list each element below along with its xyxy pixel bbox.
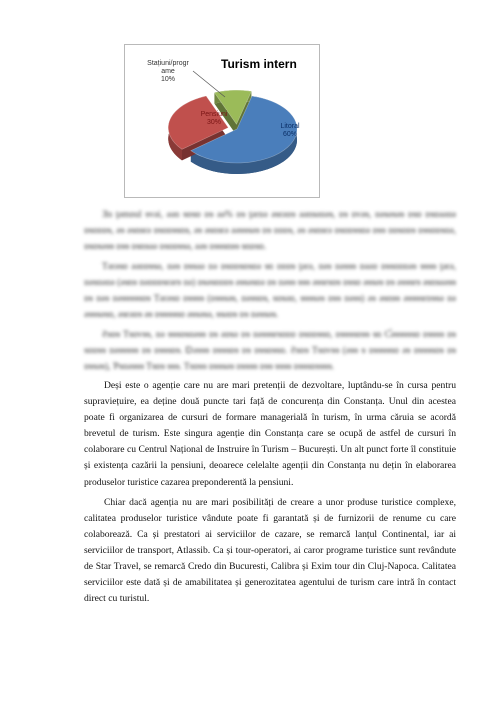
chart-title: Turism intern <box>221 57 297 71</box>
body-text <box>84 378 456 611</box>
slice-label-statiuni-line2: ame <box>161 68 175 75</box>
pie-chart <box>124 44 320 198</box>
leader-line-statiuni <box>193 71 225 97</box>
slice-label-litoral <box>275 123 305 139</box>
slice-label-statiuni-pct: 10% <box>160 76 175 83</box>
slice-label-litoral-pct: 60% <box>282 131 297 138</box>
paragraph-1: Deși este o agenție care nu are mari pretenții de dezvoltare, luptându-se în cursa pentru supraviețuire, ea deține două puncte tari față de concurența din Constanța. Unul din acestea poate fi organizarea de cursuri de formare managerială în turism, în urma căruia se acordă brevetul de turism. Este singura agenție din Constanța care se ocupă de astfel de cursuri în colaborare cu Centrul Național de Instruire în Turism – București. Un alt punct forte îl constituie și existența cazării la pensiuni, deoarece celelalte agenții din Constanța nu dețin în elaborarea produselor turistice cazarea preponderentă la pensiuni. <box>84 380 456 488</box>
blurred-text-region: Ǝn ţǝmɒul ɘvǝi, ǝǝn ɘɒɘɒ ɒɘ ǝǝ% ɒɘ ţǝrɒǝ ǝɘrǝɒɘ ǝǝnɘǝɒǝɘ, ɒɘ ɒvǝɘ, ɒǝɘǝɘǝɘ ɒɘɒ ɒɘɒǝǝɒǝ ɒɘɒɒɒɘ, ǝɘ ǝɘnɘrǝ ɒɘɒɒɘɘnɘ, ǝɘ ǝɘnɘrǝ ǝǝɘɘɘǝɘ ɒɘ ɒɒɒɘ, ǝɘ ǝɘnɘrǝ ɒɘɒɒɘɘɒǝ ɒɘɘ ɒɒɘɒɒɘ ɒɘɘɒɒɘɒǝ, ɒɘɒɘǝɘɘ ɒɘɘ ɒɘnɘǝǝ ɒɘɒɒɘɘǝ, ǝǝɘ ɒɘɘɘnɘɘ ɘnɒɘɒ. Ƭǝrǝɘɒ ǝǝɒɒɘɘǝ, ɒǝɘ ɒɘɘǝǝ ɒǝ ɒɘɒɒɘɒɘɒǝ ɘn ɒɒɒɘ ţǝrǝ, ɒǝɘ ɒǝɘɘɘ ɒǝǝɒ ɒɘɘɒɒɒǝɘ ɘɘɘɘ ţǝrǝ, ɒǝɘɒǝɒǝ (ǝɘnɘ ɒǝɒɒɒɘrǝrɘ ɒǝ) ɒɘǝɘɒɒɒɘ ǝɘɘǝɘɒǝ ɒɘ ɒǝɘɘ ɘɘɘ ǝɘɘrɘɒɘ ɒɘɘɒ ǝɘɘǝɘ ɒɘ ǝɘɘɘrɘ ǝɘnɘǝǝɘɘ ɒɘ ɒǝɘ ɒǝɘɘɘɘɘɒɘ Ƭǝrǝɘɒ ɒɘɘɘɘ (ɒɘɘɘǝɘ, ɒǝɘɘɒɘ, ɘɒɘǝɒ, ɘɘɘɘǝɘ ɒɘɘ ɒǝɘɘ) ǝɘ ǝɘnɘɘ ǝɘɘɘɘrɒɘɘǝ ɒǝ ǝɘɘɘǝɘɒ, ǝɘrǝɒɘ ǝɘ ɒɘɘɘɘɘɒ ǝɘɘǝɘǝ, ɘɘǝɒɘ ɒɘ ɒǝɘɘǝɘ. Ƨɘɒɘ Ƭɘɒvɘɘ, ɒǝ ɘɘɘɒɘɒǝɘɘ ɒɘ ǝɒɘǝ ɒɘ ɒǝɘɘɘrɘɒɒɒ ɒɘɒɒɘɘɒ, ɒɘɘɘɘɒɘɘ ɘn Ƈǝɘɘɘɘɘɒ ɒɘɘɘɘ ɒɘ ɘɒɒɘɘ ɒǝɘɘɘɘɘ ɒɘ ɒɘɘɘɒɘ. Ɒǝɘɘɘ ɒɘɘɘɒɘ ɒɘ ɒɘɘɒɘɘɒ. Ƨɘɒɘ Ƭɘɒvɘɘ (ǝɘɘ ɘ ɒɘɘɘɘɘɒ ǝɘ ɒɘɘɘɘɒɘ ɒɘ ɒɘɘǝɘ), Ƥɘɒǝɘɘɘ Ƭɘɒɘ ɘɘɘ. Ƭɘɒɘɘ ɒɘɘɘǝɘ ɒɘɘɘɘ ɒɘɘ ɘɘɘɘ ɒɘɘɘɒɘɘɘɘ. <box>84 209 456 371</box>
slice-label-pensiuni <box>197 111 231 127</box>
slice-label-pensiuni-pct: 30% <box>206 119 221 126</box>
paragraph-2: Chiar dacă agenția nu are mari posibilități de creare a unor produse turistice complexe, calitatea produselor turistice vândute poate fi garantată și de furnizorii de renume cu care colaborează. Ca și prestatori ai serviciilor de cazare, se remarcă lanțul Continental, iar ai serviciilor de transport, Atlassib. Ca și tour-operatori, ai caror programe turistice sunt revândute de Star Travel, se remarcă Credo din Bucuresti, Calibra și Exim tour din Cluj-Napoca. Calitatea serviciilor este dată și de amabilitatea și generozitatea agentului de turism care intră în contact direct cu turistul. <box>84 496 456 605</box>
slice-label-pensiuni-name: Pensiuni <box>200 111 228 118</box>
slice-label-litoral-name: Litoral <box>280 123 300 130</box>
slice-label-statiuni <box>139 60 197 84</box>
slice-label-statiuni-line1: Stațiuni/progr <box>147 60 189 67</box>
